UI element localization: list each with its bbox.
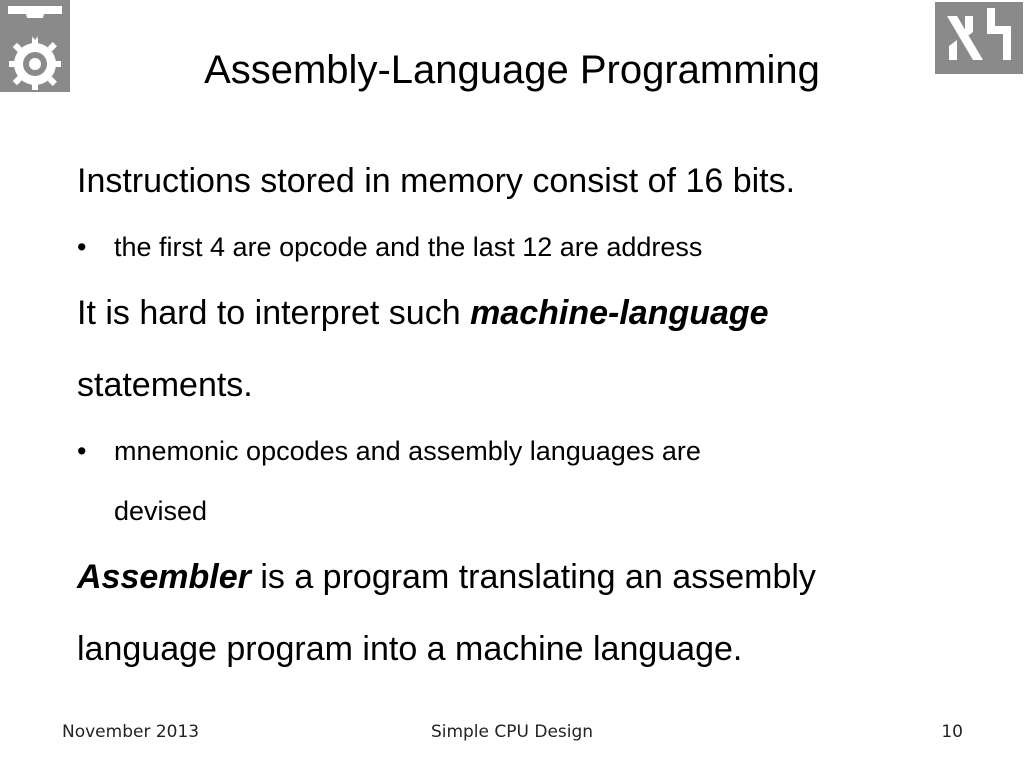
paragraph-text: is a program translating an assembly (250, 558, 816, 596)
bullet-text-continued: devised (114, 496, 208, 526)
paragraph-instructions: Instructions stored in memory consist of 16 bits. (77, 162, 796, 200)
paragraph-assembler (77, 541, 977, 613)
slide-body (77, 145, 977, 685)
bullet-opcode-address (77, 217, 977, 277)
bullet-marker: • (77, 436, 87, 466)
bullet-mnemonic (77, 421, 977, 541)
bullet-text: mnemonic opcodes and assembly languages are (114, 436, 701, 466)
bullet-text: the first 4 are opcode and the last 12 are address (114, 232, 703, 262)
paragraph-statements: statements. (77, 366, 253, 404)
bullet-marker: • (77, 232, 87, 262)
paragraph-assembler-continued: language program into a machine language. (77, 630, 743, 668)
footer-date: November 2013 (62, 722, 200, 742)
footer-title: Simple CPU Design (430, 722, 594, 742)
emphasis-assembler: Assembler (77, 558, 251, 596)
paragraph-text: It is hard to interpret such (77, 294, 471, 332)
slide-title: Assembly-Language Programming (204, 48, 820, 92)
emphasis-machine-language: machine-language (470, 294, 769, 332)
paragraph-machine-language (77, 277, 977, 349)
footer-page-number: 10 (941, 722, 963, 742)
